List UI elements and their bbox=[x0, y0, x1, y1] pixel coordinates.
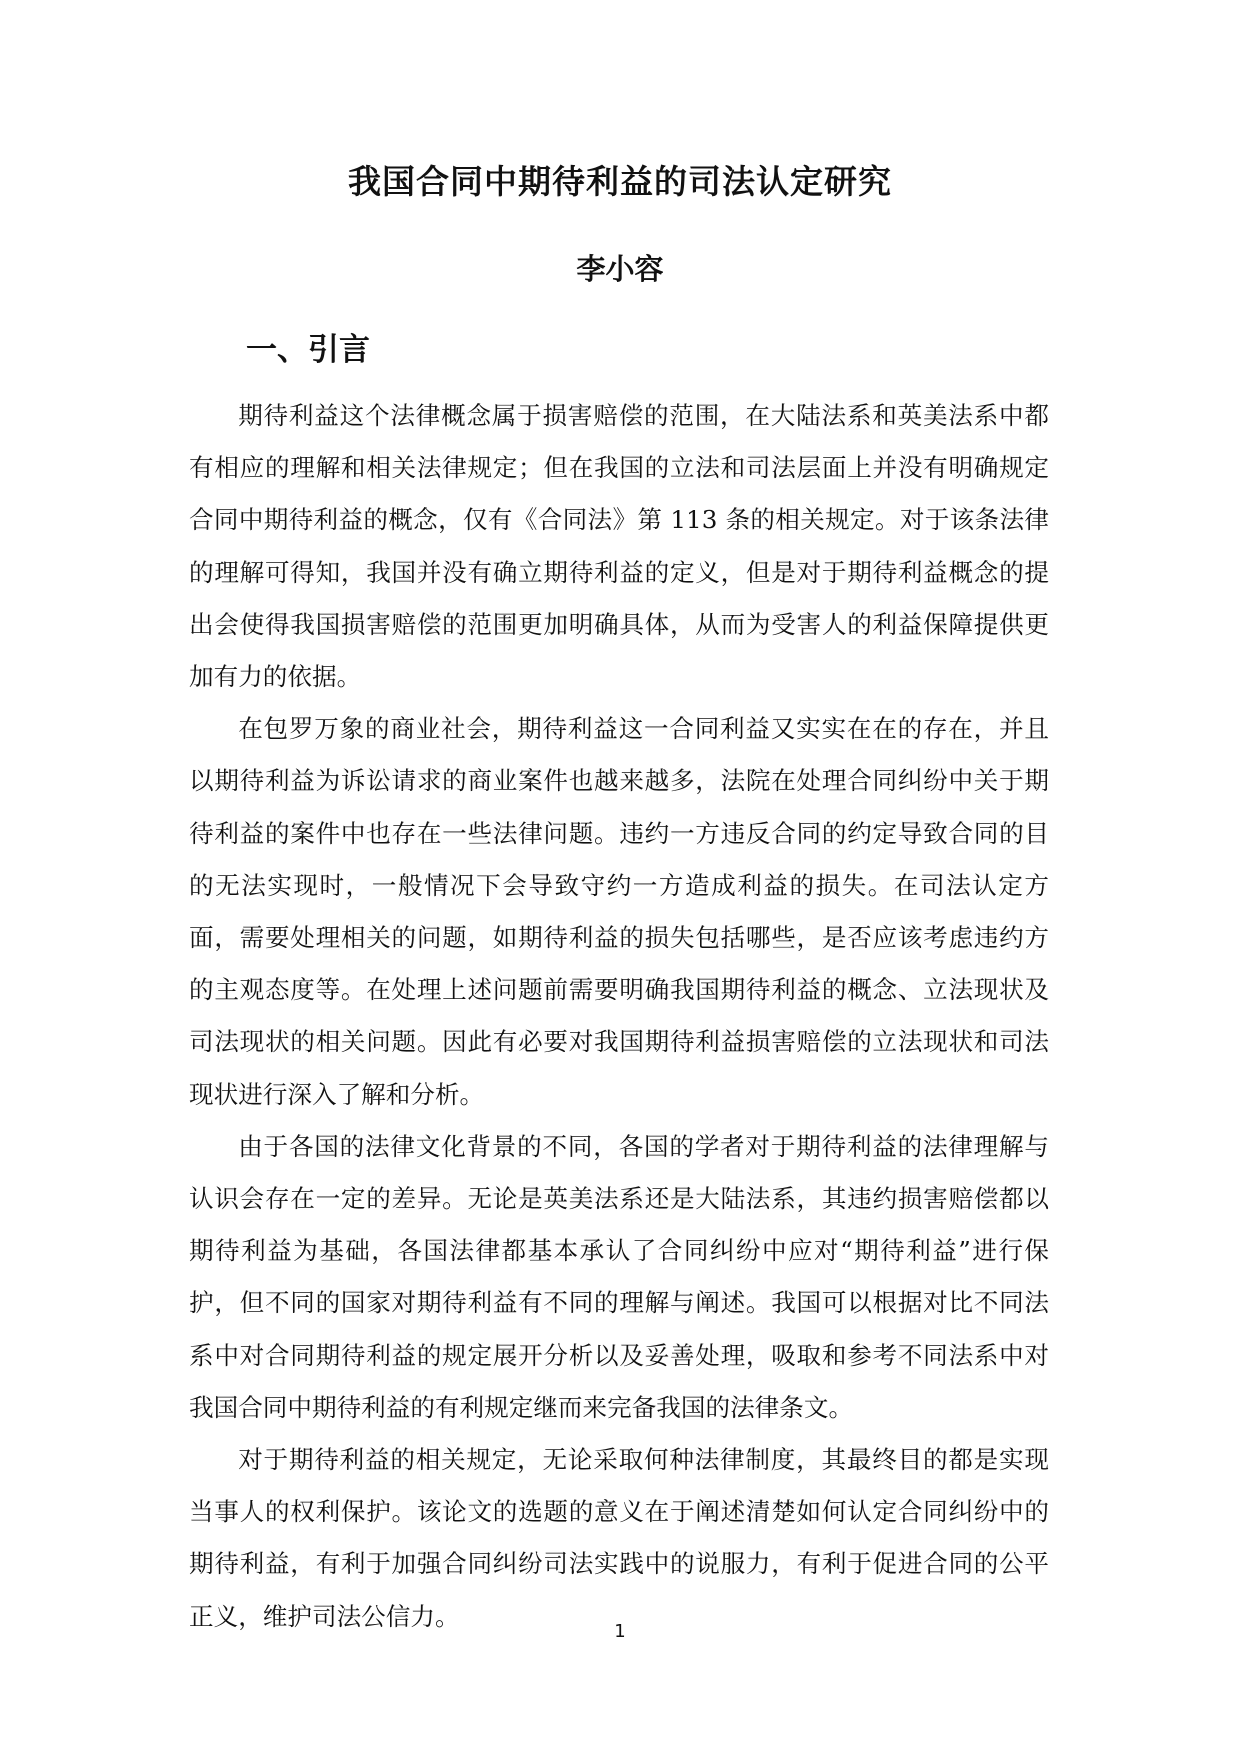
page-number: 1 bbox=[614, 1621, 626, 1642]
body-text bbox=[189, 390, 1049, 1643]
paragraph-2: 在包罗万象的商业社会，期待利益这一合同利益又实实在在的存在，并且以期待利益为诉讼请求的商业案件也越来越多，法院在处理合同纠纷中关于期待利益的案件中也存在一些法律问题。违约一方违反合同的约定导致合同的目的无法实现时，一般情况下会导致守约一方造成利益的损失。在司法认定方面，需要处理相关的问题，如期待利益的损失包括哪些，是否应该考虑违约方的主观态度等。在处理上述问题前需要明确我国期待利益的概念、立法现状及司法现状的相关问题。因此有必要对我国期待利益损害赔偿的立法现状和司法现状进行深入了解和分析。 bbox=[189, 714, 1049, 1109]
paragraph-1: 期待利益这个法律概念属于损害赔偿的范围，在大陆法系和英美法系中都有相应的理解和相关法律规定；但在我国的立法和司法层面上并没有明确规定合同中期待利益的概念，仅有《合同法》第 113 条的相关规定。对于该条法律的理解可得知，我国并没有确立期待利益的定义，但是对于期待利益概念的提出会使得我国损害赔偿的范围更加明确具体，从而为受害人的利益保障提供更加有力的依据。 bbox=[189, 401, 1049, 692]
author-name: 李小容 bbox=[576, 252, 664, 286]
paragraph-4: 对于期待利益的相关规定，无论采取何种法律制度，其最终目的都是实现当事人的权利保护。该论文的选题的意义在于阐述清楚如何认定合同纠纷中的期待利益，有利于加强合同纠纷司法实践中的说服力，有利于促进合同的公平正义，维护司法公信力。 bbox=[189, 1445, 1049, 1631]
paragraph-3: 由于各国的法律文化背景的不同，各国的学者对于期待利益的法律理解与认识会存在一定的差异。无论是英美法系还是大陆法系，其违约损害赔偿都以期待利益为基础，各国法律都基本承认了合同纠纷中应对“期待利益”进行保护，但不同的国家对期待利益有不同的理解与阐述。我国可以根据对比不同法系中对合同期待利益的规定展开分析以及妥善处理，吸取和参考不同法系中对我国合同中期待利益的有利规定继而来完备我国的法律条文。 bbox=[189, 1131, 1049, 1422]
paper-title: 我国合同中期待利益的司法认定研究 bbox=[348, 162, 892, 201]
section-heading-introduction: 一、引言 bbox=[246, 332, 370, 368]
